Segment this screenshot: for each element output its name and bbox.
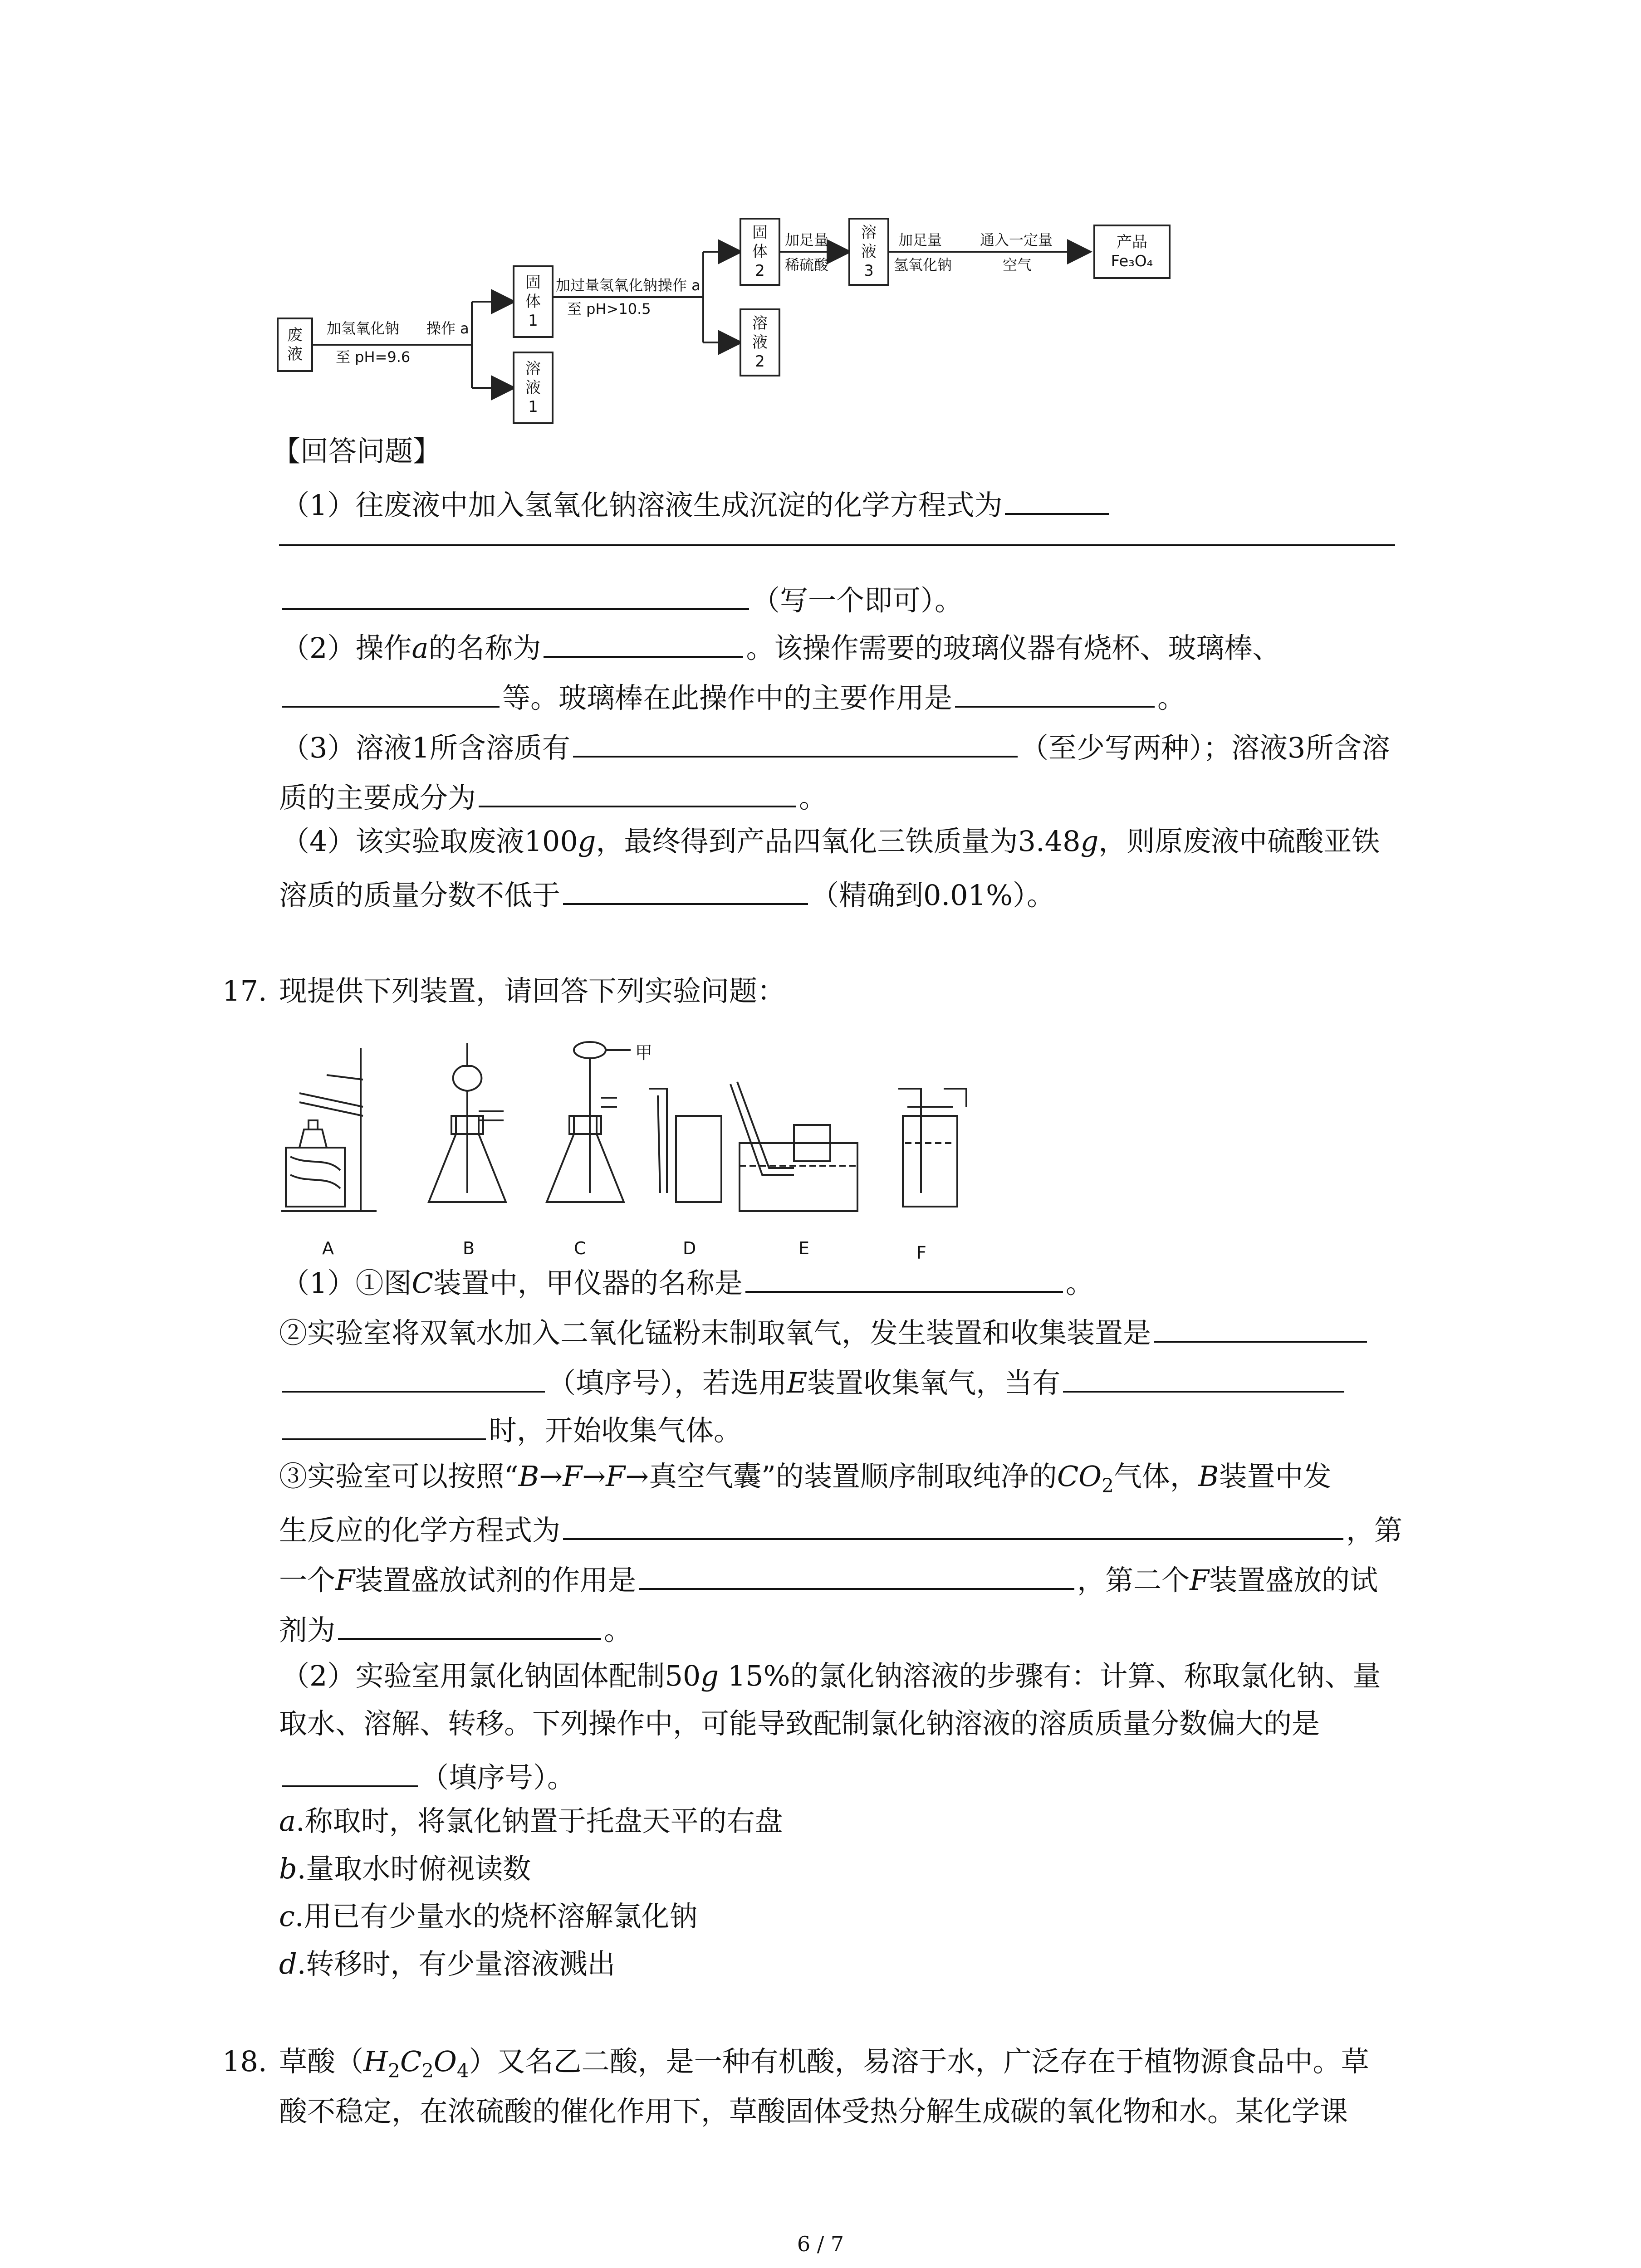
solution-1-box: 溶 液 1: [513, 352, 554, 424]
q17-1-line: （1）①图C装置中，甲仪器的名称是 。: [281, 1261, 1094, 1301]
q17-1-blank[interactable]: [745, 1261, 1063, 1293]
process-flowchart: [272, 222, 1193, 440]
step2-ph-label: 至 pH>10.5: [567, 300, 651, 318]
q16-2-blank-c[interactable]: [955, 676, 1155, 708]
q17-intro: 现提供下列装置，请回答下列实验问题：: [279, 974, 786, 1007]
apparatus-label-a: A: [322, 1238, 334, 1258]
q17-3-blank-a[interactable]: [563, 1508, 1343, 1540]
q17-option-b: b.量取水时俯视读数: [279, 1852, 531, 1885]
q16-3-line2: 质的主要成分为 。: [279, 776, 827, 816]
q17-4-line2: 取水、溶解、转移。下列操作中，可能导致配制氯化钠溶液的溶质质量分数偏大的是: [279, 1707, 1320, 1740]
q16-1-line3: （写一个即可）。: [279, 578, 963, 619]
step5-label: 通入一定量: [980, 231, 1053, 249]
page-number: 6 / 7: [797, 2232, 844, 2256]
q16-3-blank-a[interactable]: [573, 726, 1018, 758]
q16-4-line1: （4）该实验取废液100g，最终得到产品四氧化三铁质量为3.48g，则原废液中硫酸亚铁: [281, 825, 1380, 858]
q16-2-line2: 等。玻璃棒在此操作中的主要作用是 。: [279, 676, 1185, 716]
q16-4-line2: 溶质的质量分数不低于 （精确到0.01%）。: [279, 873, 1055, 914]
q17-2-line3: 时，开始收集气体。: [279, 1408, 742, 1449]
operation-a-label-1: 操作 a: [426, 320, 469, 337]
solution-2-box: 溶 液 2: [740, 308, 780, 376]
q16-4-blank[interactable]: [563, 873, 808, 905]
q17-4-blank[interactable]: [282, 1755, 418, 1787]
q17-2-blank-a[interactable]: [1154, 1311, 1367, 1343]
product-label: 产品: [1117, 233, 1147, 251]
q18-line1: 草酸$(H_2C_2O_4)$又名乙二酸，是一种有机酸，易溶于水，广泛存在于植物源食品中。草: [279, 2045, 1369, 2082]
q17-option-c: c.用已有少量水的烧杯溶解氯化钠: [279, 1900, 698, 1933]
q16-3-blank-b[interactable]: [479, 776, 796, 807]
q17-3-blank-b[interactable]: [639, 1558, 1074, 1590]
q17-3-line3: 一个F装置盛放试剂的作用是 ，第二个F装置盛放的试: [279, 1558, 1378, 1598]
apparatus-drawing: [272, 1039, 998, 1275]
q16-3-line1: （3）溶液1所含溶质有 （至少写两种）；溶液3所含溶: [281, 726, 1390, 766]
q17-2-blank-b[interactable]: [282, 1361, 545, 1393]
q16-1-blank-a[interactable]: [1005, 483, 1109, 515]
apparatus-label-b: B: [463, 1238, 475, 1258]
solid-1-box: 固 体 1: [513, 265, 554, 338]
q16-2-blank-b[interactable]: [282, 676, 500, 708]
product-box: [1093, 225, 1171, 279]
q17-option-d: d.转移时，有少量溶液溅出: [279, 1947, 616, 1980]
q17-3-line2: 生反应的化学方程式为 ，第: [279, 1508, 1402, 1549]
q18-line2: 酸不稳定，在浓硫酸的催化作用下，草酸固体受热分解生成碳的氧化物和水。某化学课: [279, 2095, 1348, 2128]
q16-2-blank-a[interactable]: [544, 626, 743, 658]
step4-naoh-label: 氢氧化钠: [894, 256, 952, 274]
step4-label: 加足量: [898, 231, 942, 249]
solid-2-box: 固 体 2: [740, 218, 780, 286]
q17-2-line1: ②实验室将双氧水加入二氧化锰粉末制取氧气，发生装置和收集装置是: [279, 1311, 1370, 1351]
step1-label: 加氢氧化钠: [327, 320, 400, 337]
step2-label: 加过量氢氧化钠: [556, 277, 658, 294]
q17-4-line3: （填序号）。: [279, 1755, 575, 1796]
q17-4-line1: （2）实验室用氯化钠固体配制50g 15%的氯化钠溶液的步骤有：计算、称取氯化钠、量: [281, 1659, 1381, 1692]
step5-air-label: 空气: [1003, 256, 1032, 274]
q17-2-line2: （填序号），若选用E装置收集氧气，当有: [279, 1361, 1347, 1401]
lab-apparatus-figure: [272, 1039, 998, 1275]
q17-2-blank-c[interactable]: [1063, 1361, 1344, 1393]
apparatus-jia-label: 甲: [635, 1043, 653, 1063]
solution-3-box: 溶 液 3: [848, 218, 889, 286]
waste-liquid-box: 废 液: [277, 318, 313, 372]
apparatus-label-f: F: [916, 1243, 926, 1263]
q16-2-line1: （2）操作a的名称为 。该操作需要的玻璃仪器有烧杯、玻璃棒、: [281, 626, 1280, 666]
q17-number: 17.: [222, 974, 267, 1007]
apparatus-label-d: D: [683, 1238, 696, 1258]
flowchart-arrows: [272, 222, 1193, 440]
answer-header: 【回答问题】: [272, 435, 441, 468]
q17-option-a: a.称取时，将氯化钠置于托盘天平的右盘: [279, 1804, 783, 1838]
operation-a-label-2: 操作 a: [658, 277, 700, 294]
q17-3-blank-c[interactable]: [338, 1608, 601, 1640]
step3-label: 加足量: [785, 231, 829, 249]
product-formula: Fe₃O₄: [1111, 252, 1153, 270]
q17-3-line1: ③实验室可以按照“B→F→F→真空气囊”的装置顺序制取纯净的$CO_2$气体，B装置中发: [279, 1460, 1332, 1497]
q16-1-blank-b[interactable]: [279, 544, 1395, 546]
step3-acid-label: 稀硫酸: [785, 256, 829, 274]
step1-ph-label: 至 pH=9.6: [336, 348, 411, 366]
apparatus-label-e: E: [798, 1238, 810, 1258]
q16-1-blank-c[interactable]: [282, 578, 749, 610]
apparatus-label-c: C: [574, 1238, 586, 1258]
q16-1-line1: （1）往废液中加入氢氧化钠溶液生成沉淀的化学方程式为: [281, 483, 1112, 523]
q17-3-line4: 剂为 。: [279, 1608, 632, 1648]
q18-number: 18.: [222, 2045, 267, 2078]
q17-2-blank-d[interactable]: [282, 1408, 486, 1440]
